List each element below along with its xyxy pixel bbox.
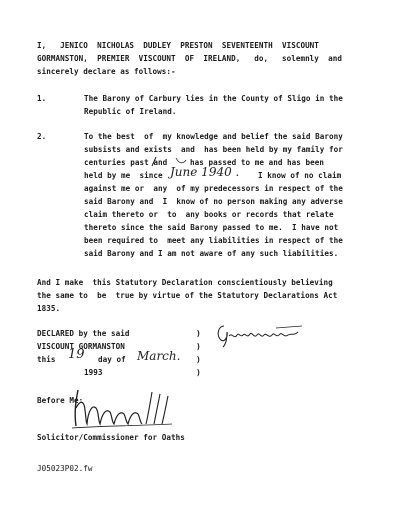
para-1-line-2: Republic of Ireland. (84, 107, 177, 116)
para-2-line-10: said Barony and I am not aware of any such liabilities. (84, 249, 339, 258)
para-1-line-1: The Barony of Carbury lies in the County of Sligo in the (84, 94, 343, 103)
para-2-line-5: against me or any of my predecessors in respect of the (84, 184, 343, 193)
para-2-line-7: claim thereto or to any books or records that relate (84, 210, 334, 219)
intro-line-2: GORMANSTON, PREMIER VISCOUNT OF IRELAND, do, solemnly and (37, 54, 343, 63)
closing-line-2: the same to be true by virtue of the Statutory Declarations Act (37, 291, 338, 300)
closing-line-1: And I make this Statutory Declaration conscientiously believing (37, 278, 333, 287)
para-2-line-9: been required to meet any liabilities in respect of the (84, 236, 343, 245)
closing-line-3: 1835. (37, 304, 61, 313)
before-me-label: Before Me: (37, 396, 84, 405)
para-2-line-3b: has passed to me and has been (190, 158, 325, 167)
handwritten-day: 19 (68, 347, 85, 362)
para-2-line-6: said Barony and I know of no person making any adverse (84, 197, 343, 206)
handwritten-month: March. (137, 349, 181, 363)
brace: ) (196, 355, 201, 364)
declared-line-3a: this (37, 355, 56, 364)
para-2-line-4a: held by me since (84, 171, 163, 180)
gormanston-signature (214, 320, 306, 350)
declared-line-3b: day of (98, 355, 126, 364)
file-reference: J05023P02.fw (37, 464, 93, 473)
commissioner-signature (70, 386, 174, 434)
declared-line-2: VISCOUNT GORMANSTON (37, 342, 125, 351)
brace: ) (196, 329, 201, 338)
para-2-line-4b: I know of no claim (258, 171, 342, 180)
para-2-line-3a: centuries past and (84, 158, 177, 167)
para-1-number: 1. (37, 94, 47, 103)
para-2-number: 2. (37, 132, 47, 141)
brace: ) (196, 368, 201, 377)
intro-line-1: I, JENICO NICHOLAS DUDLEY PRESTON SEVENTEENTH VISCOUNT (37, 41, 319, 50)
brace: ) (196, 342, 201, 351)
intro-line-3: sincerely declare as follows:- (37, 67, 176, 76)
para-2-line-1: To the best of my knowledge and belief the said Barony (84, 132, 343, 141)
declared-year: 1993 (84, 368, 103, 377)
handwritten-date: June 1940 . (170, 165, 240, 179)
declared-line-1: DECLARED by the said (37, 329, 130, 338)
para-2-line-2: subsists and exists and has been held by my family for (84, 145, 343, 154)
solicitor-label: Solicitor/Commissioner for Oaths (37, 433, 185, 442)
para-2-line-8: thereto since the said Barony passed to me. I have not (84, 223, 339, 232)
